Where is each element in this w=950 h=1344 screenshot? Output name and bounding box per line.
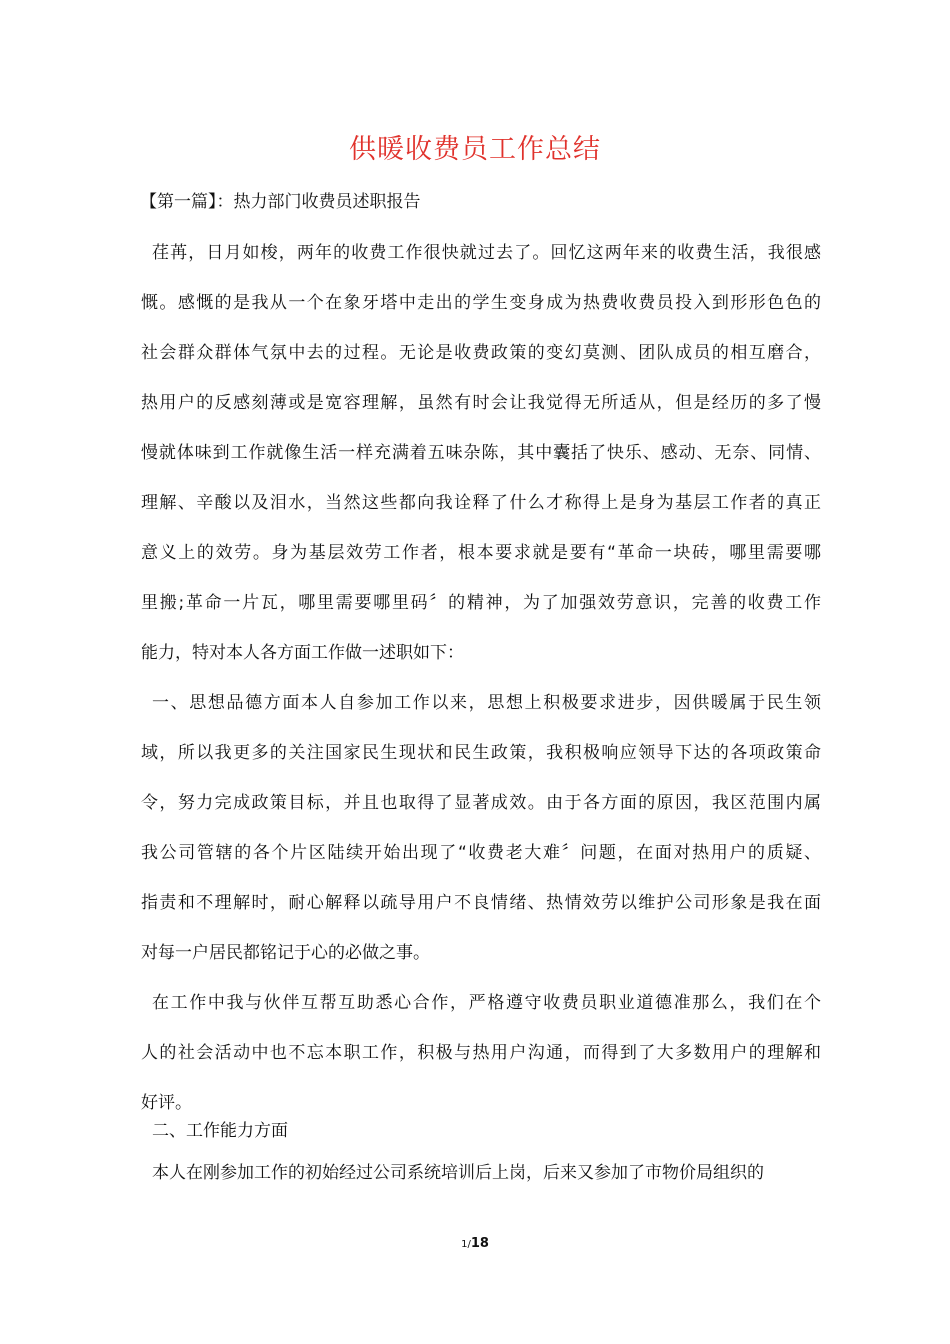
paragraph-line: 域，所以我更多的关注国家民生现状和民生政策，我积极响应领导下达的各项政策命 — [141, 743, 821, 763]
paragraph-line: 热用户的反感刻薄或是宽容理解，虽然有时会让我觉得无所适从，但是经历的多了慢 — [141, 393, 821, 413]
paragraph-line: 人的社会活动中也不忘本职工作，积极与热用户沟通，而得到了大多数用户的理解和 — [141, 1043, 821, 1063]
paragraph-line: 我公司管辖的各个片区陆续开始出现了“收费老大难〞问题，在面对热用户的质疑、 — [141, 843, 821, 863]
paragraph-line: 慨。感慨的是我从一个在象牙塔中走出的学生变身成为热费收费员投入到形形色色的 — [141, 293, 821, 313]
paragraph-line: 社会群众群体气氛中去的过程。无论是收费政策的变幻莫测、团队成员的相互磨合， — [141, 343, 821, 363]
document-title: 供暖收费员工作总结 — [349, 134, 601, 165]
page-number — [0, 1235, 950, 1254]
paragraph-line: 荏苒，日月如梭，两年的收费工作很快就过去了。回忆这两年来的收费生活，我很感 — [152, 243, 821, 263]
paragraph-line: 一、思想品德方面本人自参加工作以来，思想上积极要求进步，因供暖属于民生领 — [152, 693, 821, 713]
paragraph-line: 好评。 — [141, 1093, 192, 1113]
current-page: 1/ — [461, 1239, 471, 1250]
paragraph-line: 令，努力完成政策目标，并且也取得了显著成效。由于各方面的原因，我区范围内属 — [141, 793, 821, 813]
subsection-heading: 二、工作能力方面 — [152, 1121, 288, 1141]
paragraph-line: 指责和不理解时，耐心解释以疏导用户不良情绪、热情效劳以维护公司形象是我在面 — [141, 893, 821, 913]
paragraph-line: 慢就体味到工作就像生活一样充满着五味杂陈，其中囊括了快乐、感动、无奈、同情、 — [141, 443, 821, 463]
total-pages: 18 — [470, 1236, 489, 1251]
paragraph-line: 对每一户居民都铭记于心的必做之事。 — [141, 943, 430, 963]
paragraph-line: 理解、辛酸以及泪水，当然这些都向我诠释了什么才称得上是身为基层工作者的真正 — [141, 493, 821, 513]
paragraph-line: 在工作中我与伙伴互帮互助悉心合作，严格遵守收费员职业道德准那么，我们在个 — [152, 993, 821, 1013]
paragraph-line: 本人在刚参加工作的初始经过公司系统培训后上岗，后来又参加了市物价局组织的 — [152, 1163, 764, 1183]
section-heading: 【第一篇】：热力部门收费员述职报告 — [140, 192, 421, 212]
paragraph-line: 里搬;革命一片瓦，哪里需要哪里码〞的精神，为了加强效劳意识，完善的收费工作 — [141, 593, 821, 613]
paragraph-line: 意义上的效劳。身为基层效劳工作者，根本要求就是要有“革命一块砖，哪里需要哪 — [141, 543, 821, 563]
paragraph-line: 能力，特对本人各方面工作做一述职如下： — [141, 643, 464, 663]
